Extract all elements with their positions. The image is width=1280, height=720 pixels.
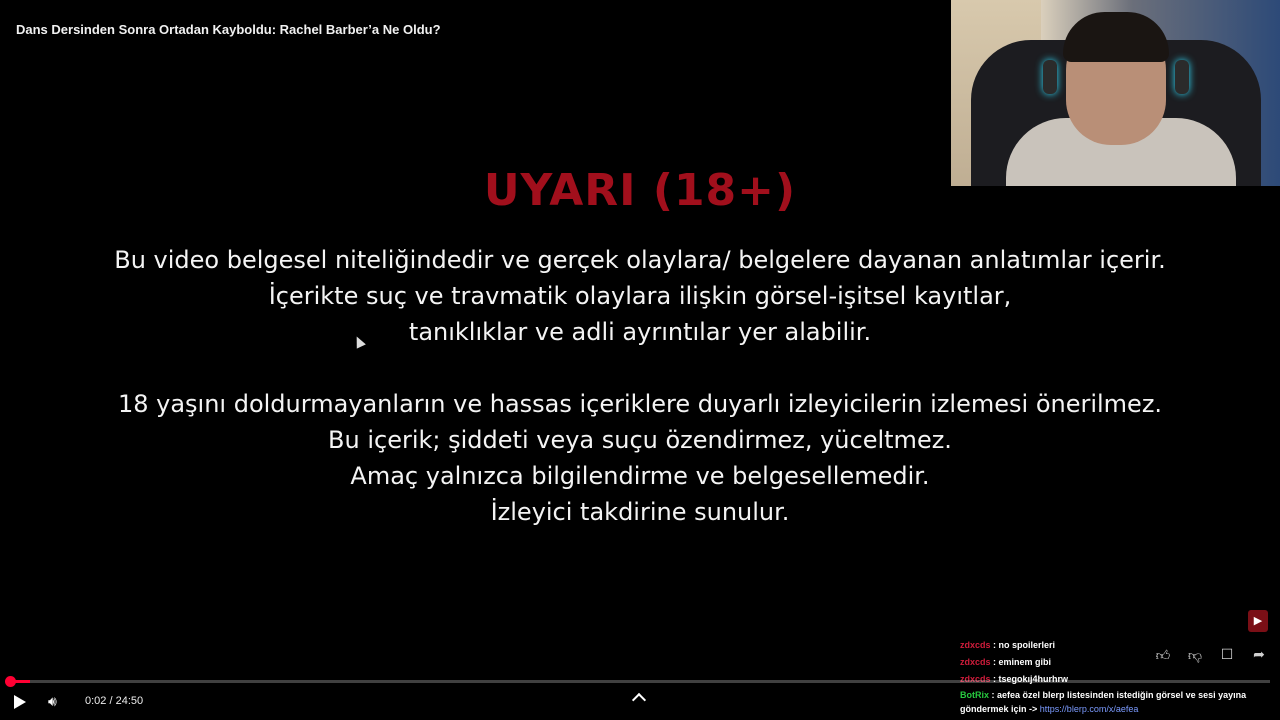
current-time: 0:02: [85, 695, 107, 707]
comment-icon[interactable]: ☐: [1220, 647, 1234, 663]
thumbs-down-icon[interactable]: 👎︎: [1187, 647, 1203, 664]
chat-text: : no spoilerleri: [993, 640, 1056, 650]
bot-text: : aefea özel blerp listesinden istediğin görsel ve sesi yayına göndermek için ->: [960, 690, 1247, 714]
play-icon[interactable]: [14, 695, 26, 709]
youtube-logo-icon: ▶: [1248, 610, 1268, 632]
warning-line: Bu video belgesel niteliğindedir ve gerçek olaylara/ belgelere dayanan anlatımlar içerir.: [114, 246, 1166, 274]
headphone-icon: [1043, 60, 1057, 94]
share-icon[interactable]: ➦: [1253, 647, 1265, 663]
thumbs-up-icon[interactable]: 👍︎: [1155, 647, 1171, 664]
chevron-up-icon[interactable]: [632, 693, 646, 707]
action-icons: [1152, 644, 1270, 666]
headphone-icon: [1175, 60, 1189, 94]
warning-line: Amaç yalnızca bilgilendirme ve belgesellemedir.: [350, 462, 930, 490]
warning-line: Bu içerik; şiddeti veya suçu özendirmez, yüceltmez.: [328, 426, 952, 454]
warning-line: İzleyici takdirine sunulur.: [490, 498, 790, 526]
warning-block: [0, 165, 1280, 530]
chat-text: : tsegokıj4hurhrw: [993, 674, 1069, 684]
duration: 24:50: [115, 695, 144, 707]
chat-username: zdxcds: [960, 657, 991, 667]
progress-knob[interactable]: [5, 676, 16, 687]
warning-line: İçerikte suç ve travmatik olaylara ilişkin görsel-işitsel kayıtlar,: [268, 282, 1012, 310]
player-controls: [0, 690, 1280, 720]
warning-line: 18 yaşını doldurmayanların ve hassas içeriklere duyarlı izleyicilerin izlemesi önerilmez.: [117, 390, 1163, 418]
chat-username: zdxcds: [960, 640, 991, 650]
time-separator: /: [109, 695, 113, 707]
video-title: Dans Dersinden Sonra Ortadan Kayboldu: Rachel Barber’a Ne Oldu?: [16, 22, 441, 37]
chat-text: : eminem gibi: [993, 657, 1052, 667]
bot-username: BotRix: [960, 690, 989, 700]
progress-bar[interactable]: [10, 680, 1270, 683]
chat-username: zdxcds: [960, 674, 991, 684]
volume-icon[interactable]: 🔊︎: [48, 694, 57, 710]
webcam-overlay: [951, 0, 1280, 186]
time-display: [85, 695, 143, 707]
warning-heading: UYARI (18+): [483, 165, 797, 216]
warning-line: tanıklıklar ve adli ayrıntılar yer alabilir.: [408, 318, 872, 346]
bot-link[interactable]: https://blerp.com/x/aefea: [1039, 704, 1139, 714]
